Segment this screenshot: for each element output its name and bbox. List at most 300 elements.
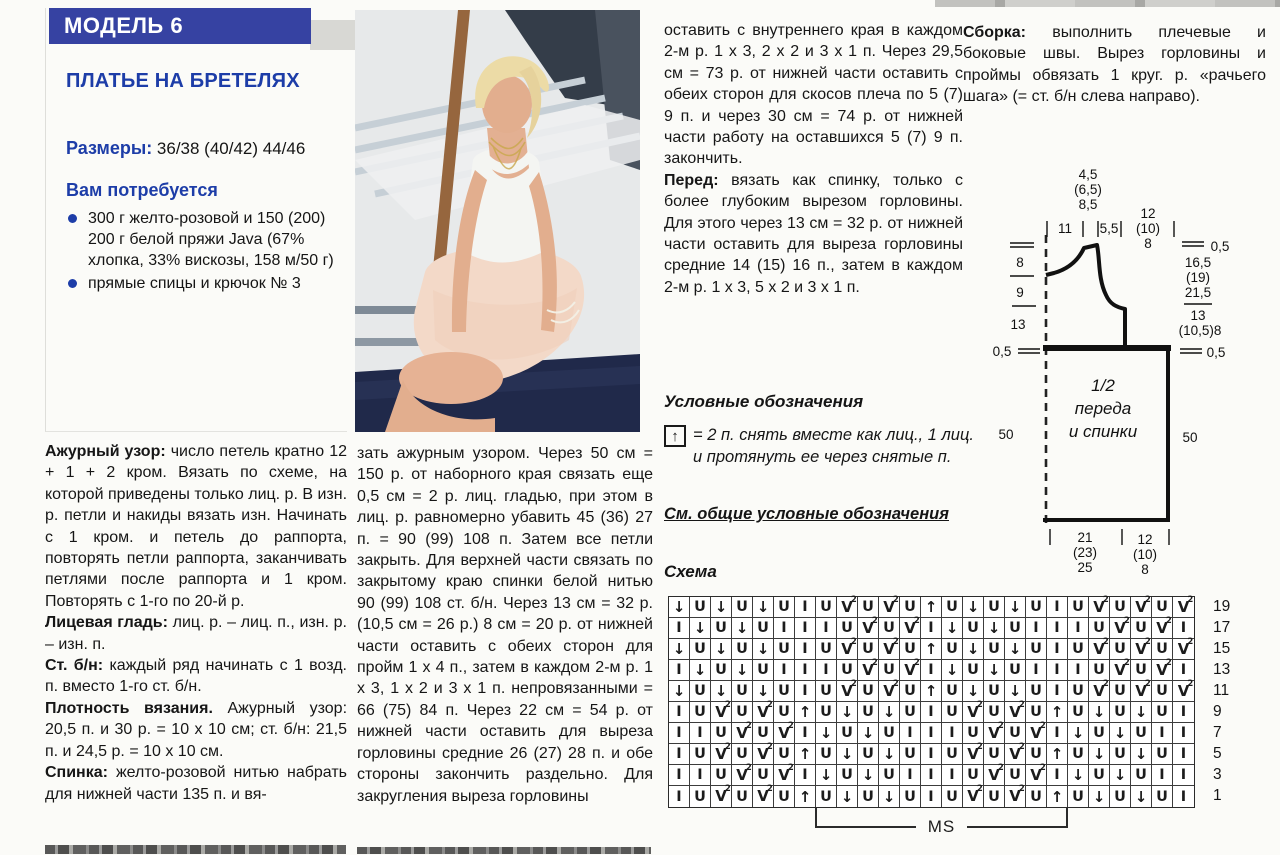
chart-cell-yarn-over: U xyxy=(879,765,900,786)
chart-cell-yarn-over: U xyxy=(963,765,984,786)
chart-cell-arrow-down-stitch: ↓ xyxy=(1068,723,1089,744)
chart-row xyxy=(669,657,1194,681)
chart-cell-v2-stitch: V 2 xyxy=(1026,723,1047,744)
chart-cell-yarn-over: U xyxy=(816,597,837,618)
chart-cell-arrow-down-stitch: ↓ xyxy=(942,618,963,639)
chart-cell-yarn-over: U xyxy=(942,702,963,723)
chart-cell-knit-stitch: I xyxy=(669,744,690,765)
chart-cell-yarn-over: U xyxy=(690,702,711,723)
chart-cell-knit-stitch: I xyxy=(669,786,690,807)
chart-cell-knit-stitch: I xyxy=(1047,660,1068,681)
chart-cell-knit-stitch: I xyxy=(1152,765,1173,786)
chart-cell-v2-stitch: V 2 xyxy=(963,702,984,723)
piece-label-2: переда xyxy=(1074,399,1132,418)
chart-cell-arrow-down-stitch: ↓ xyxy=(942,660,963,681)
measure-bottom-10: (10) xyxy=(1132,547,1158,562)
chart-cell-yarn-over: U xyxy=(963,723,984,744)
chart-cell-yarn-over: U xyxy=(816,702,837,723)
chart-cell-arrow-down-stitch: ↓ xyxy=(1110,723,1131,744)
chart-cell-yarn-over: U xyxy=(1068,681,1089,702)
measure-left-9: 9 xyxy=(1016,285,1024,300)
measure-bottom-8: 8 xyxy=(1141,562,1149,577)
chart-cell-yarn-over: U xyxy=(1068,597,1089,618)
chart-cell-yarn-over: U xyxy=(1005,765,1026,786)
paragraph-lead: Плотность вязания. xyxy=(45,699,213,717)
model-photo xyxy=(355,10,640,432)
chart-cell-yarn-over: U xyxy=(711,660,732,681)
chart-cell-knit-stitch: I xyxy=(795,723,816,744)
chart-cell-v2-stitch: V 2 xyxy=(1110,660,1131,681)
chart-cell-yarn-over: U xyxy=(942,639,963,660)
chart-cell-arrow-down-stitch: ↓ xyxy=(837,702,858,723)
chart-cell-yarn-over: U xyxy=(963,618,984,639)
chart-cell-yarn-over: U xyxy=(1152,639,1173,660)
chart-cell-yarn-over: U xyxy=(858,597,879,618)
chart-cell-v2-stitch: V 2 xyxy=(753,786,774,807)
chart-cell-yarn-over: U xyxy=(711,765,732,786)
chart-cell-double-decrease: ↑ xyxy=(921,597,942,618)
sizes-label: Размеры: xyxy=(66,138,153,158)
measure-right-105: (10,5)8 xyxy=(1178,323,1222,338)
chart-cell-v2-stitch: V 2 xyxy=(774,723,795,744)
chart-cell-yarn-over: U xyxy=(690,681,711,702)
chart-cell-yarn-over: U xyxy=(753,723,774,744)
instructions-column-1 xyxy=(45,441,347,805)
materials-list xyxy=(66,208,334,296)
chart-row-number: 17 xyxy=(1213,618,1231,636)
chart-cell-yarn-over: U xyxy=(816,681,837,702)
chart-cell-v2-stitch: V 2 xyxy=(1173,639,1194,660)
chart-row xyxy=(669,615,1194,639)
chart-cell-yarn-over: U xyxy=(1005,618,1026,639)
chart-cell-v2-stitch: V 2 xyxy=(1089,597,1110,618)
chart-cell-yarn-over: U xyxy=(732,597,753,618)
measure-right-13: 13 xyxy=(1190,308,1206,323)
chart-cell-knit-stitch: I xyxy=(1173,744,1194,765)
chart-cell-v2-stitch: V 2 xyxy=(1005,786,1026,807)
chart-cell-yarn-over: U xyxy=(984,639,1005,660)
measure-strap-3: 8,5 xyxy=(1078,197,1098,212)
list-item xyxy=(66,273,334,294)
chart-cell-yarn-over: U xyxy=(984,681,1005,702)
chart-cell-knit-stitch: I xyxy=(795,597,816,618)
chart-cell-arrow-down-stitch: ↓ xyxy=(963,639,984,660)
chart-cell-yarn-over: U xyxy=(1089,618,1110,639)
chart-cell-arrow-down-stitch: ↓ xyxy=(1089,702,1110,723)
chart-cell-knit-stitch: I xyxy=(690,723,711,744)
measure-shoulder-3: 8 xyxy=(1144,236,1152,251)
double-decrease-symbol-icon: ↑ xyxy=(664,425,686,447)
chart-cell-v2-stitch: V 2 xyxy=(879,597,900,618)
chart-cell-arrow-down-stitch: ↓ xyxy=(1089,744,1110,765)
chart-cell-v2-stitch: V 2 xyxy=(858,618,879,639)
chart-cell-yarn-over: U xyxy=(900,744,921,765)
chart-cell-knit-stitch: I xyxy=(921,702,942,723)
chart-cell-knit-stitch: I xyxy=(816,660,837,681)
chart-cell-arrow-down-stitch: ↓ xyxy=(816,723,837,744)
sizes-value: 36/38 (40/42) 44/46 xyxy=(156,139,306,158)
chart-cell-yarn-over: U xyxy=(900,786,921,807)
chart-cell-knit-stitch: I xyxy=(1047,639,1068,660)
chart-row xyxy=(669,720,1194,744)
chart-cell-yarn-over: U xyxy=(753,765,774,786)
chart-cell-yarn-over: U xyxy=(1068,744,1089,765)
measure-shoulder-2: (10) xyxy=(1135,221,1161,236)
chart-cell-yarn-over: U xyxy=(1089,765,1110,786)
model-photo-illustration xyxy=(355,10,640,432)
chart-cell-arrow-down-stitch: ↓ xyxy=(1005,639,1026,660)
paragraph-lead: Спинка: xyxy=(45,764,108,782)
measure-left-13: 13 xyxy=(1010,317,1026,332)
chart-cell-yarn-over: U xyxy=(732,786,753,807)
chart-cell-arrow-down-stitch: ↓ xyxy=(669,597,690,618)
chart-cell-knit-stitch: I xyxy=(1047,765,1068,786)
chart-cell-arrow-down-stitch: ↓ xyxy=(1131,786,1152,807)
chart-cell-yarn-over: U xyxy=(732,681,753,702)
measure-strap-1: 4,5 xyxy=(1078,167,1098,182)
chart-cell-yarn-over: U xyxy=(753,660,774,681)
chart-cell-yarn-over: U xyxy=(1026,744,1047,765)
chart-cell-arrow-down-stitch: ↓ xyxy=(879,786,900,807)
chart-cell-yarn-over: U xyxy=(732,639,753,660)
chart-cell-v2-stitch: V 2 xyxy=(753,744,774,765)
chart-row-number: 1 xyxy=(1213,786,1222,804)
paragraph-lead: Ажурный узор: xyxy=(45,443,166,460)
chart-cell-arrow-down-stitch: ↓ xyxy=(858,765,879,786)
model-number: МОДЕЛЬ 6 xyxy=(64,13,184,38)
knitting-chart-grid xyxy=(668,596,1195,808)
chart-row xyxy=(669,678,1194,702)
chart-cell-knit-stitch: I xyxy=(795,639,816,660)
chart-cell-knit-stitch: I xyxy=(1068,618,1089,639)
chart-cell-knit-stitch: I xyxy=(942,765,963,786)
chart-cell-arrow-down-stitch: ↓ xyxy=(690,660,711,681)
sizes-line xyxy=(66,138,305,159)
chart-cell-knit-stitch: I xyxy=(690,765,711,786)
chart-cell-knit-stitch: I xyxy=(1173,618,1194,639)
chart-cell-knit-stitch: I xyxy=(669,618,690,639)
chart-cell-yarn-over: U xyxy=(900,702,921,723)
chart-cell-yarn-over: U xyxy=(732,744,753,765)
chart-cell-v2-stitch: V 2 xyxy=(1152,618,1173,639)
chart-cell-yarn-over: U xyxy=(879,723,900,744)
chart-cell-double-decrease: ↑ xyxy=(795,744,816,765)
chart-cell-knit-stitch: I xyxy=(1047,723,1068,744)
chart-cell-arrow-down-stitch: ↓ xyxy=(1005,597,1026,618)
chart-cell-yarn-over: U xyxy=(1026,639,1047,660)
chart-cell-arrow-down-stitch: ↓ xyxy=(879,702,900,723)
chart-cell-double-decrease: ↑ xyxy=(1047,702,1068,723)
chart-cell-arrow-down-stitch: ↓ xyxy=(963,681,984,702)
paragraph-sc: Ст. б/н: каждый ряд начинать с 1 возд. п. вместо 1-го ст. б/н. xyxy=(45,657,347,696)
chart-cell-arrow-down-stitch: ↓ xyxy=(753,597,774,618)
chart-cell-yarn-over: U xyxy=(1026,786,1047,807)
chart-row xyxy=(669,636,1194,660)
chart-cell-yarn-over: U xyxy=(816,744,837,765)
chart-cell-v2-stitch: V 2 xyxy=(1152,660,1173,681)
chart-row-number: 7 xyxy=(1213,723,1222,741)
measure-bottom-21: 21 xyxy=(1077,530,1093,545)
paragraph-lead: Лицевая гладь: xyxy=(45,614,168,632)
measure-right-05-bottom: 0,5 xyxy=(1206,345,1226,360)
chart-cell-yarn-over: U xyxy=(1152,786,1173,807)
paragraph-lead: Ст. б/н: xyxy=(45,657,104,675)
see-general-legend-link: См. общие условные обозначения xyxy=(664,505,949,523)
chart-cell-v2-stitch: V 2 xyxy=(732,723,753,744)
chart-cell-arrow-down-stitch: ↓ xyxy=(711,639,732,660)
chart-cell-yarn-over: U xyxy=(816,786,837,807)
chart-cell-arrow-down-stitch: ↓ xyxy=(837,744,858,765)
ms-label: MS xyxy=(927,817,956,836)
chart-cell-knit-stitch: I xyxy=(795,681,816,702)
chart-cell-knit-stitch: I xyxy=(1173,660,1194,681)
chart-cell-yarn-over: U xyxy=(1110,681,1131,702)
chart-cell-yarn-over: U xyxy=(774,702,795,723)
chart-cell-yarn-over: U xyxy=(1026,702,1047,723)
chart-row-number: 13 xyxy=(1213,660,1231,678)
chart-cell-yarn-over: U xyxy=(774,786,795,807)
chart-cell-yarn-over: U xyxy=(1005,723,1026,744)
chart-cell-yarn-over: U xyxy=(984,786,1005,807)
chart-cell-yarn-over: U xyxy=(1026,597,1047,618)
chart-cell-double-decrease: ↑ xyxy=(795,786,816,807)
chart-cell-yarn-over: U xyxy=(753,618,774,639)
chart-cell-knit-stitch: I xyxy=(774,618,795,639)
piece-label-1: 1/2 xyxy=(1091,376,1115,395)
chart-cell-knit-stitch: I xyxy=(1068,660,1089,681)
chart-row-number: 11 xyxy=(1213,681,1230,699)
chart-cell-knit-stitch: I xyxy=(1180,788,1187,805)
chart-cell-knit-stitch: I xyxy=(1047,597,1068,618)
chart-row xyxy=(669,594,1194,618)
chart-cell-yarn-over: U xyxy=(1152,681,1173,702)
paragraph-assembly: Сборка: выполнить плечевые и боковые швы. Вырез горловины и проймы обвязать 1 круг. р. «рачьего шага» (= ст. б/н слева направо). xyxy=(963,24,1266,106)
chart-cell-yarn-over: U xyxy=(774,681,795,702)
instructions-column-4 xyxy=(963,22,1266,108)
instructions-column-3 xyxy=(664,20,963,298)
chart-cell-yarn-over: U xyxy=(690,597,711,618)
chart-cell-yarn-over: U xyxy=(837,618,858,639)
chart-cell-arrow-down-stitch: ↓ xyxy=(837,786,858,807)
chart-cell-yarn-over: U xyxy=(1089,723,1110,744)
legend-title: Условные обозначения xyxy=(664,392,864,411)
measure-strap-2: (6,5) xyxy=(1074,182,1102,197)
scan-edge-artifact xyxy=(935,0,1280,7)
chart-cell-knit-stitch: I xyxy=(795,765,816,786)
chart-row-numbers xyxy=(1205,596,1230,806)
chart-cell-v2-stitch: V 2 xyxy=(1173,681,1194,702)
chart-cell-v2-stitch: V 2 xyxy=(837,597,858,618)
chart-cell-arrow-down-stitch: ↓ xyxy=(858,723,879,744)
chart-cell-knit-stitch: I xyxy=(1026,660,1047,681)
measure-bottom-23: (23) xyxy=(1072,545,1098,560)
chart-cell-v2-stitch: V 2 xyxy=(1005,702,1026,723)
paragraph-gauge: Плотность вязания. Ажурный узор: 20,5 п. и 30 р. = 10 х 10 см; ст. б/н: 21,5 п. и 24,5 р. = 10 х 10 см. xyxy=(45,699,348,760)
measure-height-left: 50 xyxy=(998,427,1014,442)
paragraph-lace-pattern: Ажурный узор: число петель кратно 12 + 1 + 2 кром. Вязать по схеме, на которой приведены только лиц. р. В изн. р. петли и накиды вязать изн. Начинать с 1 кром. и петель до раппорта, повторять петли раппорта, заканчивать петлями после раппорта и 1 кром. Повторять с 1-го по 20-й р. xyxy=(45,443,348,610)
chart-cell-knit-stitch: I xyxy=(900,723,921,744)
paragraph-lead: Перед: xyxy=(664,171,719,189)
chart-cell-v2-stitch: V 2 xyxy=(879,681,900,702)
chart-cell-yarn-over: U xyxy=(900,681,921,702)
chart-cell-v2-stitch: V 2 xyxy=(900,660,921,681)
chart-cell-arrow-down-stitch: ↓ xyxy=(690,618,711,639)
chart-cell-arrow-down-stitch: ↓ xyxy=(1005,681,1026,702)
list-item xyxy=(66,208,334,271)
chart-cell-knit-stitch: I xyxy=(1173,702,1194,723)
measure-right-19: (19) xyxy=(1185,270,1211,285)
chart-cell-yarn-over: U xyxy=(858,744,879,765)
measure-bottom-12: 12 xyxy=(1137,532,1153,547)
chart-cell-yarn-over: U xyxy=(1110,744,1131,765)
chart-cell-arrow-down-stitch: ↓ xyxy=(816,765,837,786)
chart-cell-yarn-over: U xyxy=(837,723,858,744)
chart-cell-arrow-down-stitch: ↓ xyxy=(711,597,732,618)
chart-cell-yarn-over: U xyxy=(1152,597,1173,618)
chart-cell-arrow-down-stitch: ↓ xyxy=(753,681,774,702)
chart-cell-yarn-over: U xyxy=(1005,660,1026,681)
measure-right-05-top: 0,5 xyxy=(1210,239,1230,254)
chart-cell-yarn-over: U xyxy=(1068,786,1089,807)
chart-cell-v2-stitch: V 2 xyxy=(963,786,984,807)
chart-cell-knit-stitch: I xyxy=(900,765,921,786)
chart-cell-knit-stitch: I xyxy=(921,660,942,681)
chart-cell-arrow-down-stitch: ↓ xyxy=(732,618,753,639)
chart-cell-knit-stitch: I xyxy=(921,765,942,786)
chart-cell-arrow-down-stitch: ↓ xyxy=(711,681,732,702)
material-needles: прямые спицы и крючок № 3 xyxy=(88,275,301,292)
chart-cell-v2-stitch: V 2 xyxy=(1005,744,1026,765)
chart-cell-knit-stitch: I xyxy=(774,660,795,681)
chart-cell-yarn-over: U xyxy=(858,681,879,702)
chart-cell-yarn-over: U xyxy=(879,618,900,639)
chart-cell-knit-stitch: I xyxy=(921,744,942,765)
paragraph-back-end: оставить с внутреннего края в каждом 2-м р. 1 х 3, 2 х 2 и 3 х 1 п. Через 29,5 см = 73 р. от нижней части оставить с обеих сторон для скосов плеча по 5 (7) 9 п. и через 30 см = 74 р. от нижней части работу на оставшихся 5 (7) 9 п. закончить. xyxy=(664,22,963,168)
chart-cell-knit-stitch: I xyxy=(795,618,816,639)
chart-cell-knit-stitch: I xyxy=(1047,681,1068,702)
chart-title: Схема xyxy=(664,562,717,581)
chart-cell-yarn-over: U xyxy=(816,639,837,660)
chart-cell-v2-stitch: V 2 xyxy=(837,639,858,660)
chart-cell-v2-stitch: V 2 xyxy=(1026,765,1047,786)
chart-cell-arrow-down-stitch: ↓ xyxy=(1110,765,1131,786)
chart-cell-yarn-over: U xyxy=(858,786,879,807)
chart-cell-v2-stitch: V 2 xyxy=(879,639,900,660)
chart-cell-yarn-over: U xyxy=(900,597,921,618)
chart-cell-arrow-down-stitch: ↓ xyxy=(984,618,1005,639)
chart-cell-v2-stitch: V 2 xyxy=(1110,618,1131,639)
chart-cell-v2-stitch: V 2 xyxy=(774,765,795,786)
piece-label-3: и спинки xyxy=(1068,422,1138,441)
chart-cell-double-decrease: ↑ xyxy=(921,639,942,660)
measure-neck: 11 xyxy=(1057,221,1073,236)
chart-row-number: 9 xyxy=(1213,702,1222,720)
chart-cell-v2-stitch: V 2 xyxy=(1089,639,1110,660)
chart-cell-v2-stitch: V 2 xyxy=(1131,681,1152,702)
paragraph-back-continued: зать ажурным узором. Через 50 см = 150 р. от наборного края связать еще 0,5 см = 2 р. лиц. гладью, при этом в лиц. р. равномерно убавить 45 (36) 27 п. = 90 (99) 108 п. Затем все петли закрыть. Для верхней части связать по закрытому краю спинки белой нитью 90 (99) 108 ст. б/н. Через 13 см = 32 р. (10,5 см = 26 р.) 8 см = 20 р. от нижней части оставить с обеих сторон для пройм 1 х 4 п., затем в каждом 2-м р. 1 х 3, 1 х 2 и 3 х 1 п. непровязанными = 66 (75) 84 п. Через 22 см = 54 р. от нижней части оставить для выреза горловины средние 26 (27) 28 п. и обе стороны закончить раздельно. Для закругления выреза горловины xyxy=(357,445,653,805)
chart-cell-yarn-over: U xyxy=(942,597,963,618)
chart-cell-yarn-over: U xyxy=(690,744,711,765)
chart-cell-yarn-over: U xyxy=(984,597,1005,618)
chart-cell-yarn-over: U xyxy=(1152,702,1173,723)
model-banner xyxy=(49,8,311,44)
chart-cell-arrow-down-stitch: ↓ xyxy=(1131,744,1152,765)
chart-cell-knit-stitch: I xyxy=(1173,723,1194,744)
instructions-column-2 xyxy=(357,443,653,807)
schematic-drawing xyxy=(988,163,1280,595)
chart-cell-yarn-over: U xyxy=(900,639,921,660)
chart-cell-knit-stitch: I xyxy=(795,660,816,681)
chart-cell-yarn-over: U xyxy=(858,702,879,723)
paragraph-front: Перед: вязать как спинку, только с более глубоким вырезом горловины. Для этого через 13 см = 32 р. от нижней части оставить для выреза горловины средние 14 (15) 16 п., затем в каждом 2-м р. 1 х 3, 5 х 2 и 3 х 1 п. xyxy=(664,171,964,296)
chart-cell-yarn-over: U xyxy=(1131,618,1152,639)
chart-cell-v2-stitch: V 2 xyxy=(711,786,732,807)
chart-cell-yarn-over: U xyxy=(858,639,879,660)
chart-cell-arrow-down-stitch: ↓ xyxy=(1131,702,1152,723)
chart-row xyxy=(669,762,1194,786)
chart-cell-v2-stitch: V 2 xyxy=(1131,639,1152,660)
chart-cell-yarn-over: U xyxy=(774,744,795,765)
cropped-text-artifact xyxy=(45,845,346,854)
chart-cell-knit-stitch: I xyxy=(669,765,690,786)
chart-cell-yarn-over: U xyxy=(837,660,858,681)
bullet-icon xyxy=(68,214,77,223)
measure-bottom-25: 25 xyxy=(1077,560,1093,575)
measure-height-right: 50 xyxy=(1182,430,1198,445)
chart-cell-knit-stitch: I xyxy=(1026,618,1047,639)
measure-left-8: 8 xyxy=(1016,255,1024,270)
knitting-chart xyxy=(668,594,1231,836)
chart-cell-knit-stitch: I xyxy=(942,723,963,744)
chart-cell-knit-stitch: I xyxy=(1173,765,1194,786)
chart-cell-yarn-over: U xyxy=(690,786,711,807)
chart-cell-v2-stitch: V 2 xyxy=(711,702,732,723)
chart-cell-yarn-over: U xyxy=(942,681,963,702)
chart-cell-yarn-over: U xyxy=(711,618,732,639)
chart-cell-yarn-over: U xyxy=(837,765,858,786)
chart-cell-arrow-down-stitch: ↓ xyxy=(963,597,984,618)
chart-cell-knit-stitch: I xyxy=(816,618,837,639)
chart-cell-yarn-over: U xyxy=(1068,702,1089,723)
chart-cell-knit-stitch: I xyxy=(669,660,690,681)
chart-cell-v2-stitch: V 2 xyxy=(984,765,1005,786)
chart-cell-arrow-down-stitch: ↓ xyxy=(669,681,690,702)
measure-gap: 5,5 xyxy=(1099,221,1119,236)
chart-cell-v2-stitch: V 2 xyxy=(732,765,753,786)
chart-cell-knit-stitch: I xyxy=(669,723,690,744)
chart-cell-arrow-down-stitch: ↓ xyxy=(753,639,774,660)
chart-cell-knit-stitch: I xyxy=(921,723,942,744)
chart-cell-knit-stitch: I xyxy=(1047,618,1068,639)
chart-cell-yarn-over: U xyxy=(1110,597,1131,618)
chart-cell-double-decrease: ↑ xyxy=(921,681,942,702)
chart-cell-v2-stitch: V 2 xyxy=(753,702,774,723)
chart-cell-arrow-down-stitch: ↓ xyxy=(732,660,753,681)
chart-cell-yarn-over: U xyxy=(690,639,711,660)
chart-cell-yarn-over: U xyxy=(942,744,963,765)
paragraph-stockinette: Лицевая гладь: лиц. р. – лиц. п., изн. р. – изн. п. xyxy=(45,614,347,653)
chart-cell-knit-stitch: I xyxy=(921,786,942,807)
chart-cell-arrow-down-stitch: ↓ xyxy=(984,660,1005,681)
pattern-title: ПЛАТЬЕ НА БРЕТЕЛЯХ xyxy=(66,70,300,92)
measure-left-05: 0,5 xyxy=(992,344,1012,359)
chart-cell-yarn-over: U xyxy=(1068,639,1089,660)
chart-cell-yarn-over: U xyxy=(984,744,1005,765)
chart-cell-yarn-over: U xyxy=(1110,786,1131,807)
chart-cell-knit-stitch: I xyxy=(921,618,942,639)
chart-row-number: 5 xyxy=(1213,744,1222,762)
chart-cell-v2-stitch: V 2 xyxy=(711,744,732,765)
